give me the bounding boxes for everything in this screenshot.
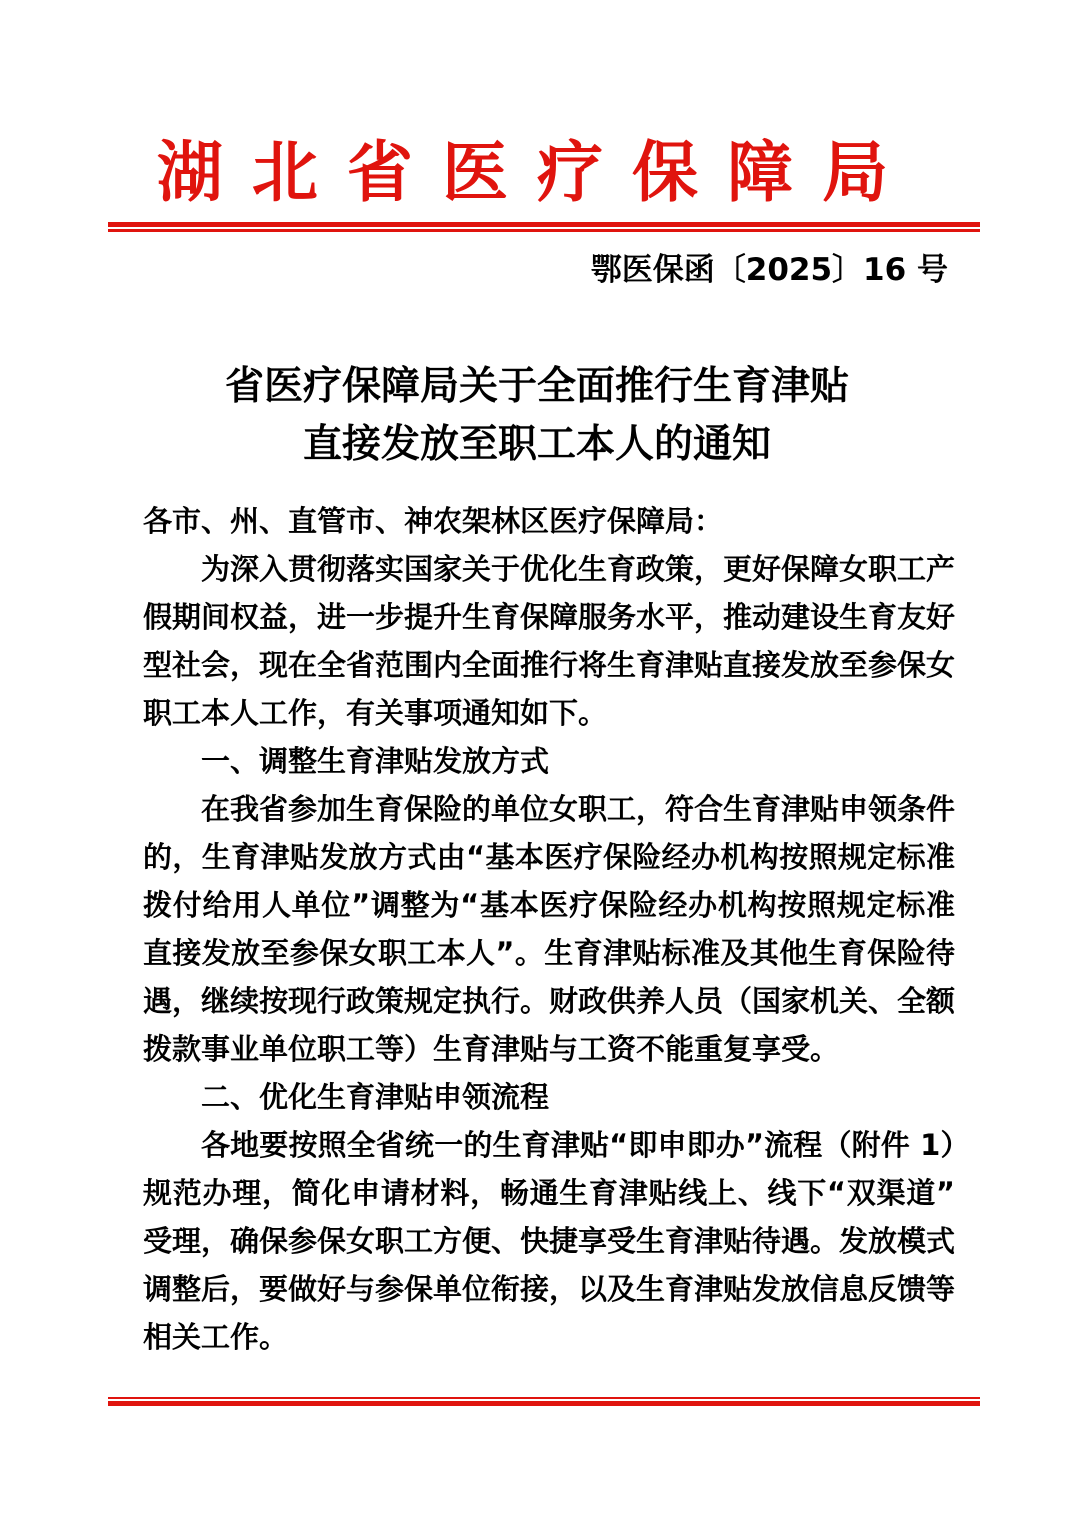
- rule-thick-bar: [108, 1401, 980, 1406]
- rule-thin-bar: [108, 229, 980, 232]
- document-number: 鄂医保函〔2025〕16 号: [590, 252, 948, 288]
- salutation: 各市、州、直管市、神农架林区医疗保障局：: [143, 504, 724, 538]
- document-title: [0, 358, 1074, 474]
- section-heading: 一、调整生育津贴发放方式: [201, 744, 550, 778]
- body-paragraph: 为深入贯彻落实国家关于优化生育政策，更好保障女职工产假期间权益，进一步提升生育保障服务水平，推动建设生育友好型社会，现在全省范围内全面推行将生育津贴直接发放至参保女职工本人工作，有关事项通知如下。: [143, 552, 956, 730]
- body-paragraph: 各地要按照全省统一的生育津贴“即申即办”流程（附件 1）规范办理，简化申请材料，畅通生育津贴线上、线下“双渠道”受理，确保参保女职工方便、快捷享受生育津贴待遇。发放模式调整后，要做好与参保单位衔接，以及生育津贴发放信息反馈等相关工作。: [143, 1128, 956, 1354]
- letterhead-agency-name: 湖北省医疗保障局: [156, 133, 918, 211]
- footer-double-rule: [108, 1397, 980, 1406]
- document-title-line1: 省医疗保障局关于全面推行生育津贴: [224, 364, 849, 409]
- document-body: [143, 497, 955, 1361]
- document-title-line2: 直接发放至职工本人的通知: [302, 422, 771, 467]
- letterhead-double-rule: [108, 222, 980, 232]
- body-paragraph: 在我省参加生育保险的单位女职工，符合生育津贴申领条件的，生育津贴发放方式由“基本医疗保险经办机构按照规定标准拨付给用人单位”调整为“基本医疗保险经办机构按照规定标准直接发放至参保女职工本人”。生育津贴标准及其他生育保险待遇，继续按现行政策规定执行。财政供养人员（国家机关、全额拨款事业单位职工等）生育津贴与工资不能重复享受。: [143, 792, 956, 1066]
- section-heading: 二、优化生育津贴申领流程: [201, 1080, 550, 1114]
- document-paragraphs: [143, 545, 955, 1361]
